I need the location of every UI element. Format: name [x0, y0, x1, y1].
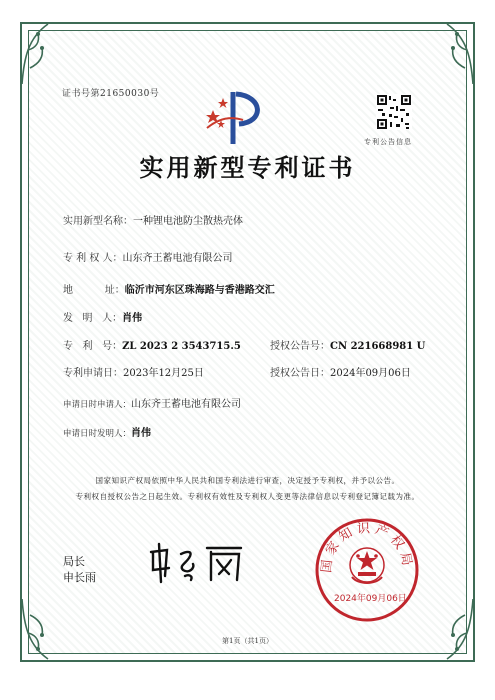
director-signature — [145, 540, 255, 585]
notice-line-1: 国家知识产权局依照中华人民共和国专利法进行审查，决定授予专利权，并予以公告。 — [95, 476, 400, 485]
grant-date-label: 授权公告日： — [270, 368, 330, 379]
seal-text: 国家知识产权局 — [319, 521, 415, 574]
corner-ornament-bottom-left — [18, 595, 78, 665]
inventor-label: 发 明 人： — [63, 313, 123, 324]
address-label: 地 址： — [63, 285, 125, 296]
page-number: 第1页（共1页） — [222, 637, 273, 645]
address-row — [63, 281, 275, 296]
patent-number-row — [63, 337, 241, 352]
patent-number-label: 专 利 号： — [63, 341, 123, 352]
grant-date-row — [270, 364, 411, 379]
patentee-row — [63, 249, 233, 264]
applicant-at-filing-label: 申请日时申请人： — [63, 400, 132, 410]
utility-model-name-row — [63, 212, 243, 227]
inventor-at-filing-value: 肖伟 — [131, 428, 152, 439]
utility-model-name-label: 实用新型名称： — [63, 216, 133, 227]
inventor-value: 肖伟 — [122, 313, 143, 324]
filing-date-label: 专利申请日： — [63, 368, 123, 379]
applicant-at-filing-row — [63, 395, 241, 410]
grant-number-row — [270, 337, 425, 352]
patent-office-logo — [203, 88, 273, 148]
corner-ornament-top-left — [18, 18, 78, 88]
inventor-row — [63, 309, 142, 324]
director-name: 申长雨 — [63, 571, 96, 584]
grant-date-value: 2024年09月06日 — [330, 368, 411, 379]
qr-code — [376, 94, 412, 130]
qr-label: 专利公告信息 — [364, 138, 412, 146]
utility-model-name-value: 一种锂电池防尘散热壳体 — [133, 216, 243, 227]
director-title: 局长 — [63, 555, 85, 568]
patentee-value: 山东齐王蓄电池有限公司 — [122, 253, 233, 264]
certificate-title: 实用新型专利证书 — [139, 153, 356, 182]
corner-ornament-top-right — [417, 18, 477, 88]
inventor-at-filing-row — [63, 424, 151, 439]
seal-date: 2024年09月06日 — [334, 594, 407, 604]
patent-number-value: ZL 2023 2 3543715.5 — [122, 341, 241, 352]
applicant-at-filing-value: 山东齐王蓄电池有限公司 — [131, 399, 242, 410]
official-seal — [312, 515, 422, 625]
certificate-number: 证书号第21650030号 — [62, 89, 160, 99]
corner-ornament-bottom-right — [417, 595, 477, 665]
patentee-label: 专 利 权 人： — [63, 253, 123, 264]
address-value: 临沂市河东区珠海路与香港路交汇 — [124, 285, 275, 296]
filing-date-row — [63, 364, 204, 379]
notice-line-2: 专利权自授权公告之日起生效。专利权有效性及专利权人变更等法律信息以专利登记簿记载为准。 — [75, 492, 420, 501]
filing-date-value: 2023年12月25日 — [123, 368, 204, 379]
grant-number-value: CN 221668981 U — [330, 341, 426, 352]
inventor-at-filing-label: 申请日时发明人： — [63, 429, 132, 439]
director-block — [63, 554, 96, 586]
grant-number-label: 授权公告号： — [270, 341, 330, 352]
